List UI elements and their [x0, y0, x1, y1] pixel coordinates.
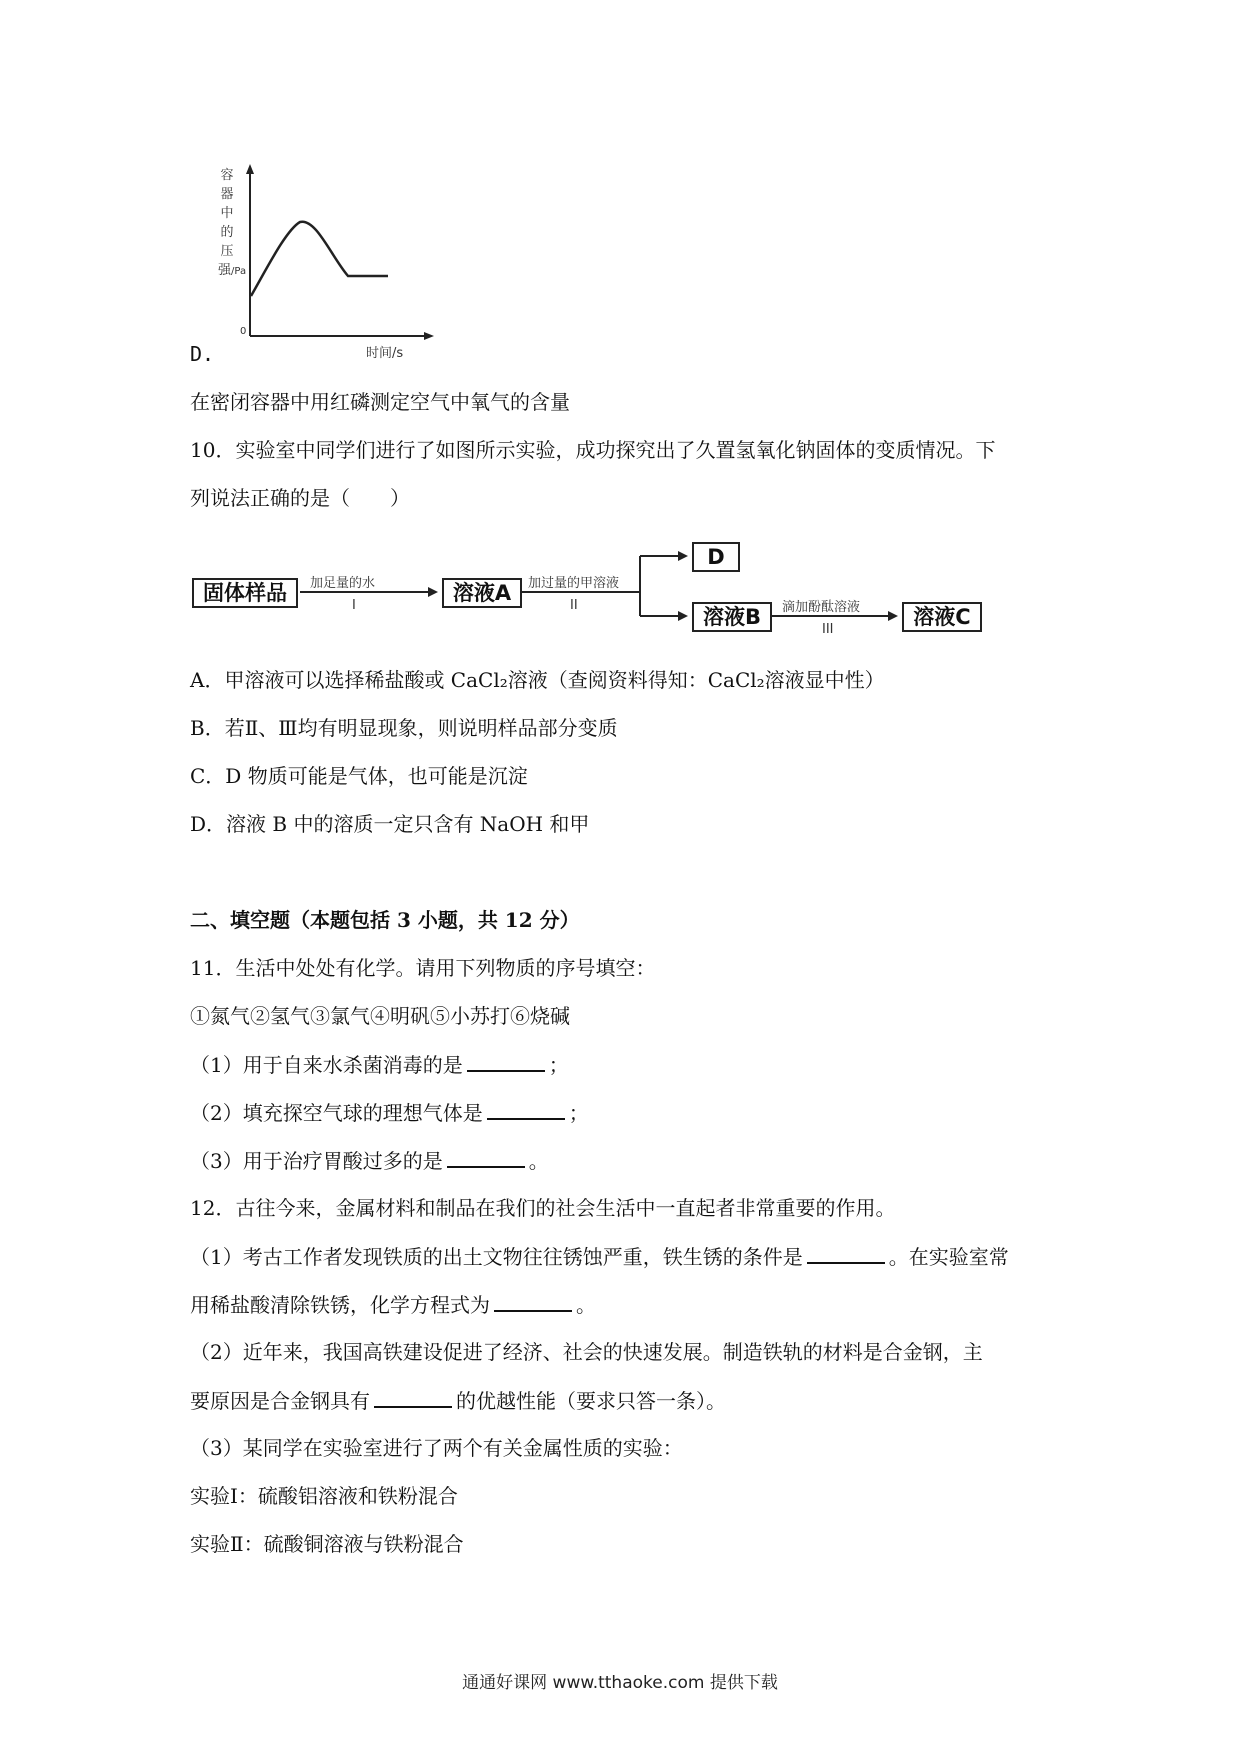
- q12-part1-blank-b: [494, 1290, 572, 1312]
- q10-option-d: D．溶液 B 中的溶质一定只含有 NaOH 和甲: [190, 812, 590, 836]
- origin-label: 0: [240, 326, 247, 337]
- q12-part1-line2: 用稀盐酸清除铁锈，化学方程式为 。: [190, 1290, 596, 1319]
- q12-part2-blank: [374, 1386, 452, 1408]
- q10-stem-line2: 列说法正确的是（ ）: [190, 486, 410, 510]
- pressure-graph: [196, 160, 446, 360]
- q11-part3-blank: [447, 1146, 525, 1168]
- q12-part2-line2: 要原因是合金钢具有 的优越性能（要求只答一条）。: [190, 1386, 726, 1415]
- experiment-1: 实验Ⅰ：硫酸铝溶液和铁粉混合: [190, 1484, 458, 1508]
- q12-part1-blank-a: [807, 1242, 885, 1264]
- q10-option-c: C．D 物质可能是气体，也可能是沉淀: [190, 764, 528, 788]
- q12-part2-line1: （2）近年来，我国高铁建设促进了经济、社会的快速发展。制造铁轨的材料是合金钢，主: [190, 1340, 983, 1364]
- q10-option-b: B．若Ⅱ、Ⅲ均有明显现象，则说明样品部分变质: [190, 716, 618, 740]
- arrow2-label-top: 加过量的甲溶液: [528, 576, 620, 591]
- q12-part1-line1: （1）考古工作者发现铁质的出土文物往往锈蚀严重，铁生锈的条件是 。在实验室常: [190, 1242, 1009, 1271]
- arrow3-label-top: 滴加酚酞溶液: [782, 600, 861, 615]
- option-d-label: D.: [190, 342, 215, 366]
- arrow1-label-top: 加足量的水: [310, 576, 376, 591]
- arrow3-label-bottom: III: [822, 622, 834, 637]
- q10-stem-line1: 10．实验室中同学们进行了如图所示实验，成功探究出了久置氢氧化钠固体的变质情况。下: [190, 438, 996, 462]
- box-d: D: [692, 542, 740, 572]
- q11-part1: （1）用于自来水杀菌消毒的是 ；: [190, 1050, 569, 1079]
- q11-part2-blank: [487, 1098, 565, 1120]
- option-d-caption: 在密闭容器中用红磷测定空气中氧气的含量: [190, 390, 570, 414]
- q11-part1-blank: [467, 1050, 545, 1072]
- page-footer: 通通好课网 www.tthaoke.com 提供下载: [462, 1673, 778, 1693]
- q11-part2: （2）填充探空气球的理想气体是 ；: [190, 1098, 589, 1127]
- box-solution-b: 溶液B: [692, 602, 772, 632]
- experiment-2: 实验Ⅱ：硫酸铜溶液与铁粉混合: [190, 1532, 464, 1556]
- q11-part3: （3）用于治疗胃酸过多的是 。: [190, 1146, 549, 1175]
- section-2-heading: 二、填空题（本题包括 3 小题，共 12 分）: [190, 908, 580, 932]
- box-solid-sample: 固体样品: [192, 578, 298, 608]
- flow-diagram: [190, 536, 990, 646]
- q12-part3: （3）某同学在实验室进行了两个有关金属性质的实验：: [190, 1436, 683, 1460]
- x-axis-arrow: [424, 332, 434, 340]
- pressure-curve: [251, 222, 388, 296]
- arrow2-label-bottom: II: [570, 598, 578, 613]
- arrow1-label-bottom: I: [352, 598, 356, 613]
- q10-option-a: A．甲溶液可以选择稀盐酸或 CaCl₂溶液（查阅资料得知：CaCl₂溶液显中性）: [190, 668, 885, 692]
- y-axis-label: 容器中的压强/Pa: [218, 168, 247, 278]
- box-solution-c: 溶液C: [902, 602, 982, 632]
- x-axis-label: 时间/s: [366, 346, 404, 361]
- q12-stem: 12．古往今来，金属材料和制品在我们的社会生活中一直起者非常重要的作用。: [190, 1196, 896, 1220]
- flow-arrows-svg: [190, 536, 990, 646]
- q11-substances: ①氮气②氢气③氯气④明矾⑤小苏打⑥烧碱: [190, 1004, 570, 1028]
- q11-stem: 11．生活中处处有化学。请用下列物质的序号填空：: [190, 956, 656, 980]
- y-axis-arrow: [246, 164, 254, 174]
- box-solution-a: 溶液A: [442, 578, 522, 608]
